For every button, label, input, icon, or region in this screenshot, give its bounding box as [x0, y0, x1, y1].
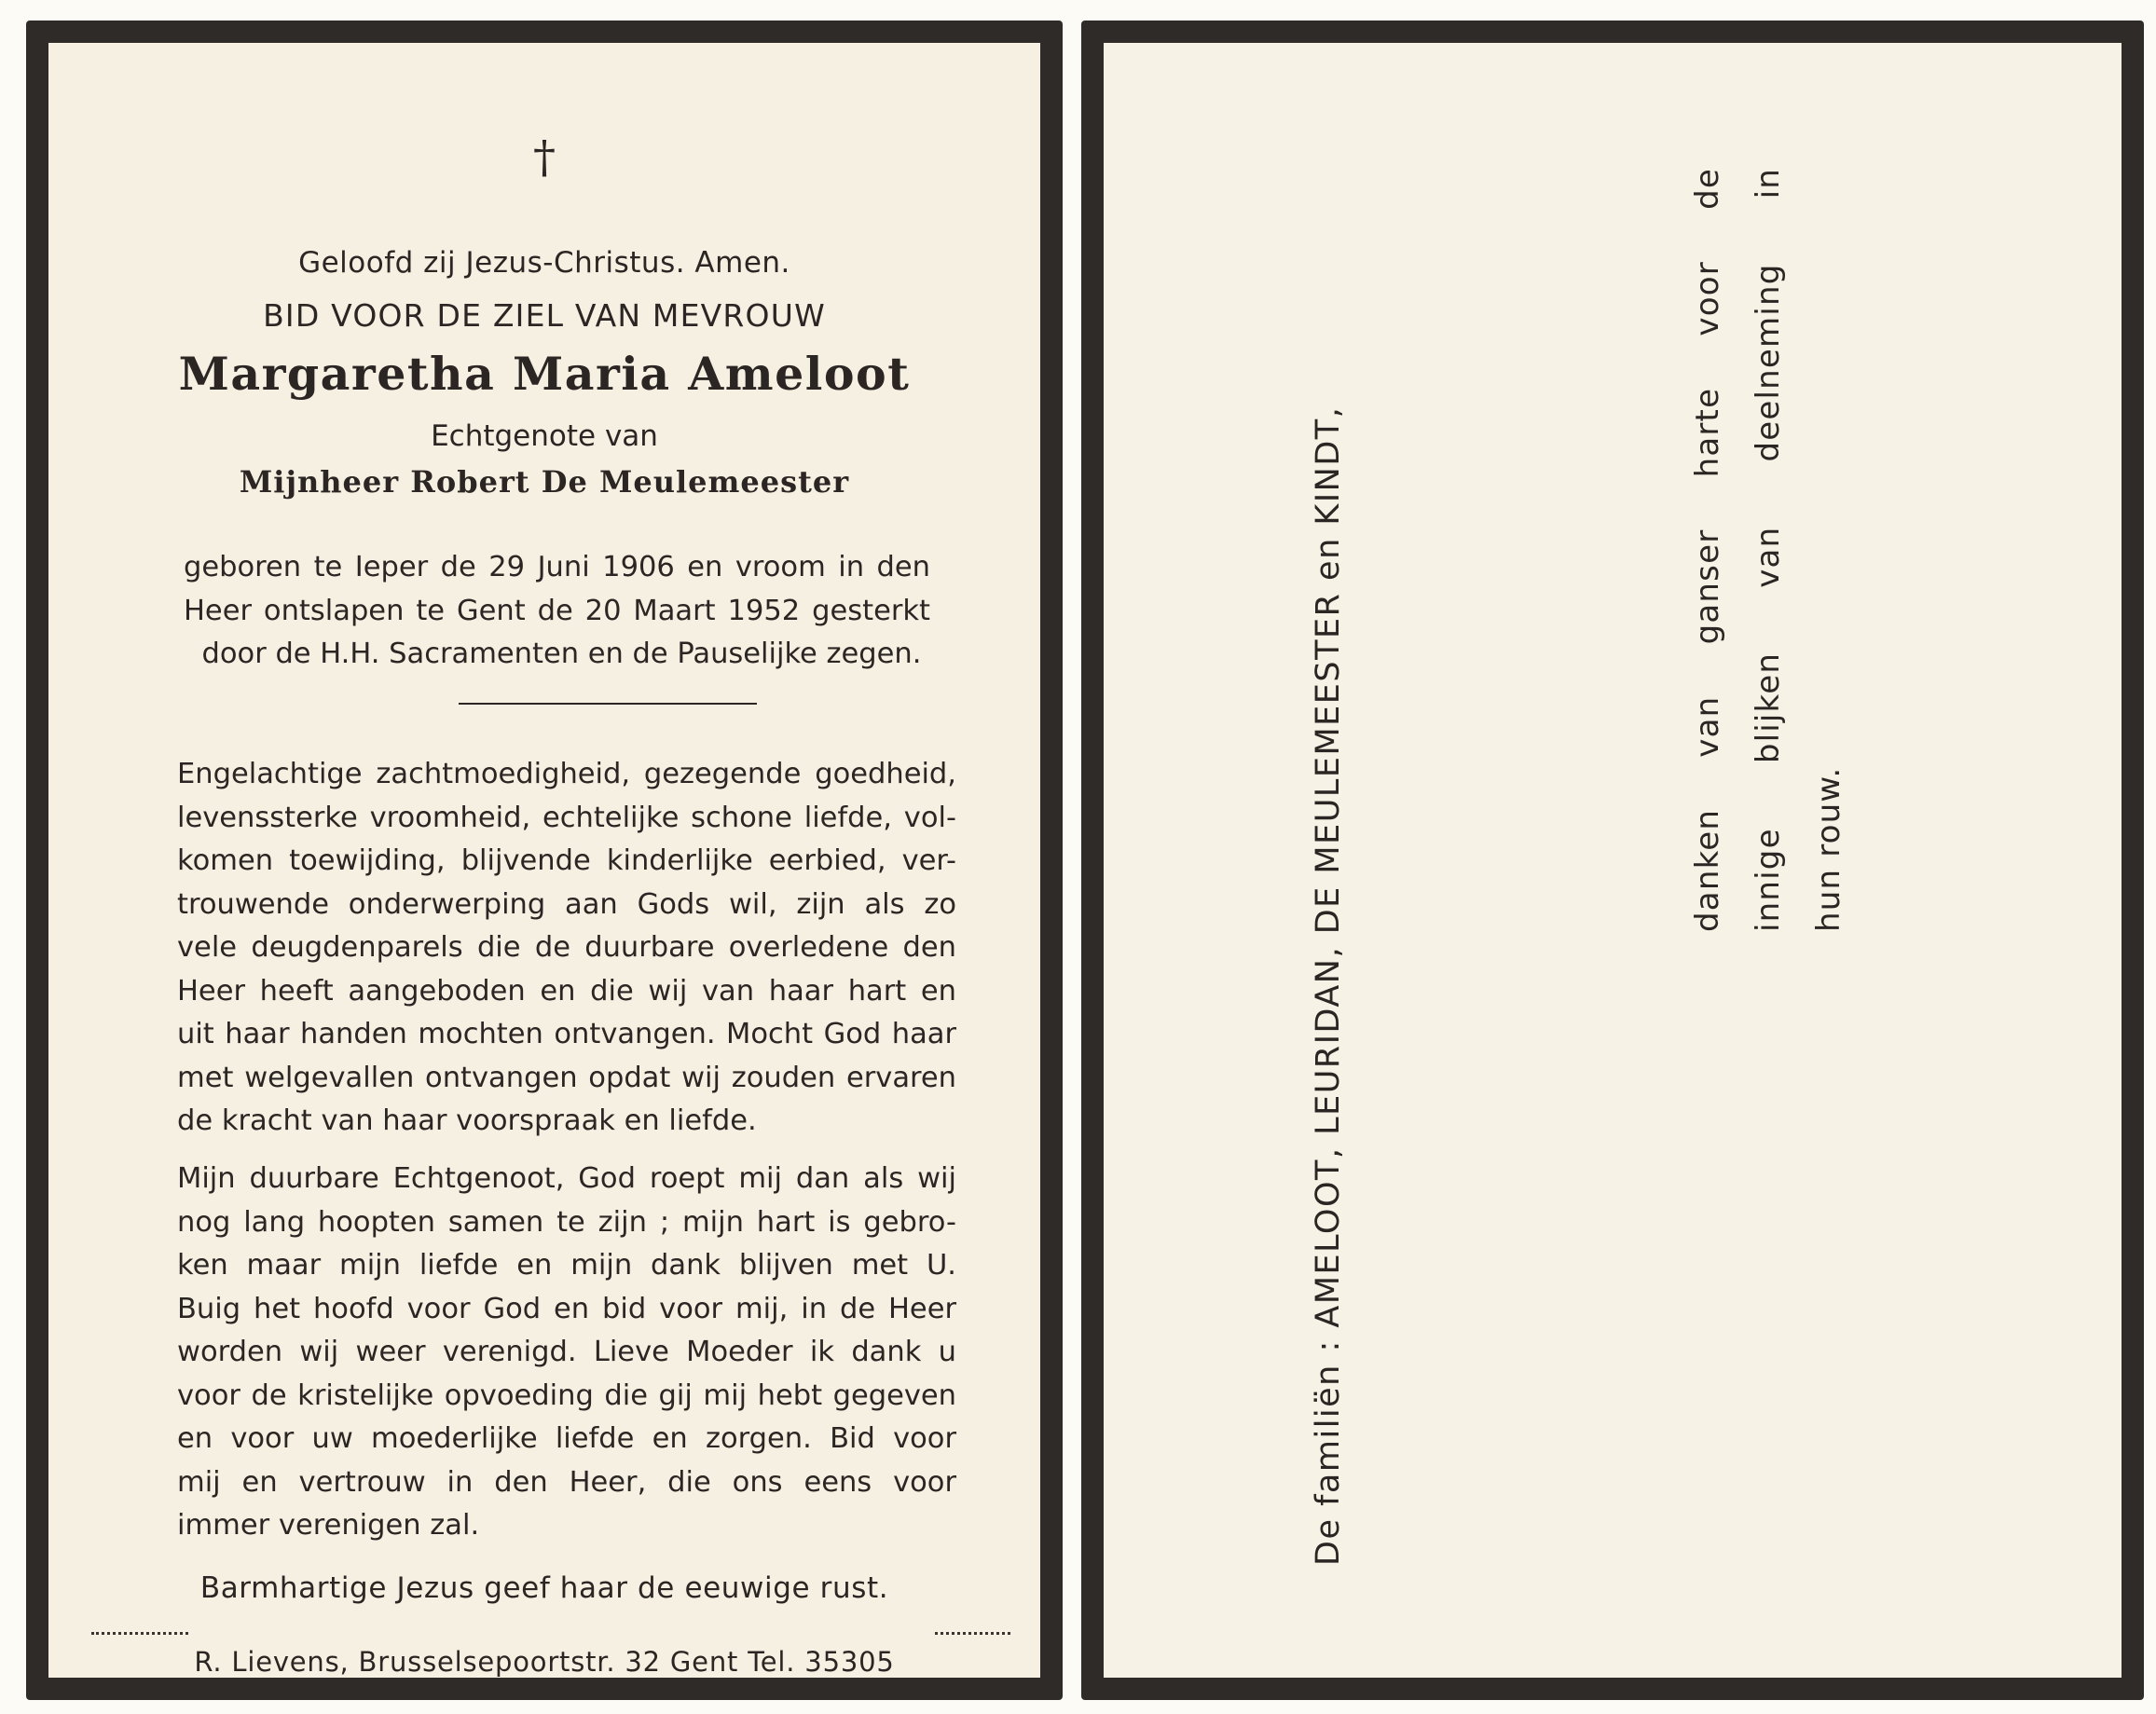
- memorial-card-back: [1081, 21, 2144, 1700]
- families-line: De familiën : AMELOOT, LEURIDAN, DE MEULEMEESTER en KINDT,: [1310, 405, 1347, 1566]
- prayer-heading: BID VOOR DE ZIEL VAN MEVROUW: [263, 297, 826, 334]
- paragraph-line: mij en vertrouw in den Heer, die ons eens voor: [177, 1465, 956, 1499]
- spouse-prefix: Echtgenote van: [431, 419, 658, 453]
- divider-rule: [459, 703, 757, 705]
- card-paper-back: [1104, 43, 2122, 1678]
- paragraph-line: trouwende onderwerping aan Gods wil, zijn als zo: [177, 887, 956, 921]
- spouse-name: Mijnheer Robert De Meulemeester: [239, 464, 850, 500]
- paragraph-line: vele deugdenparels die de duurbare overledene den: [177, 931, 956, 964]
- cross-icon: †: [533, 131, 556, 184]
- opening-phrase: Geloofd zij Jezus-Christus. Amen.: [298, 246, 790, 280]
- thanks-text: hun rouw.: [1810, 766, 1847, 932]
- paragraph-line: uit haar handen mochten ontvangen. Mocht God haar: [177, 1018, 956, 1050]
- thanks-line: [1750, 168, 1787, 932]
- paragraph-line: Mijn duurbare Echtgenoot, God roept mij dan als wij: [177, 1162, 956, 1195]
- paragraph-line: Buig het hoofd voor God en bid voor mij, in de Heer: [177, 1292, 956, 1325]
- memorial-card-front: [26, 21, 1063, 1700]
- paragraph-line: de kracht van haar voorspraak en liefde.: [177, 1104, 757, 1137]
- thanks-line: [1810, 168, 1847, 932]
- thanks-text: danken van ganser harte voor de: [1689, 168, 1726, 932]
- paragraph-line: Heer heeft aangeboden en die wij van haar hart en: [177, 974, 956, 1008]
- paragraph-line: voor de kristelijke opvoeding die gij mij hebt gegeven: [177, 1378, 956, 1412]
- paragraph-line: Engelachtige zachtmoedigheid, gezegende goedheid,: [177, 758, 956, 790]
- closing-prayer: Barmhartige Jezus geef haar de eeuwige rust.: [199, 1571, 889, 1605]
- paragraph-line: komen toewijding, blijvende kinderlijke eerbied, ver-: [177, 844, 956, 877]
- paragraph-line: nog lang hoopten samen te zijn ; mijn hart is gebro-: [177, 1205, 956, 1239]
- birth-death-paragraph: [184, 546, 930, 677]
- virtues-paragraph: [177, 753, 956, 1144]
- paragraph-line: worden wij weer verenigd. Lieve Moeder ik dank u: [177, 1336, 956, 1368]
- paragraph-line: levenssterke vroomheid, echtelijke schone liefde, vol-: [177, 801, 956, 834]
- card-paper-front: [48, 43, 1040, 1678]
- paragraph-line: door de H.H. Sacramenten en de Pauselijke zegen.: [201, 638, 922, 670]
- printer-imprint: R. Lievens, Brusselsepoortstr. 32 Gent Tel. 35305: [194, 1646, 895, 1678]
- paragraph-line: Heer ontslapen te Gent de 20 Maart 1952 gesterkt: [184, 594, 930, 627]
- thanks-line: [1689, 168, 1726, 932]
- thanks-text: innige blijken van deelneming in: [1750, 168, 1787, 932]
- deceased-name: Margaretha Maria Ameloot: [178, 347, 911, 401]
- paragraph-line: ken maar mijn liefde en mijn dank blijven met U.: [177, 1249, 956, 1282]
- paragraph-line: immer verenigen zal.: [177, 1509, 480, 1542]
- paragraph-line: en voor uw moederlijke liefde en zorgen. Bid voor: [177, 1422, 956, 1455]
- paragraph-line: geboren te Ieper de 29 Juni 1906 en vroom in den: [184, 551, 930, 583]
- spouse-farewell-paragraph: [177, 1158, 956, 1548]
- paragraph-line: met welgevallen ontvangen opdat wij zouden ervaren: [177, 1061, 956, 1094]
- separator-gap: [188, 1625, 934, 1639]
